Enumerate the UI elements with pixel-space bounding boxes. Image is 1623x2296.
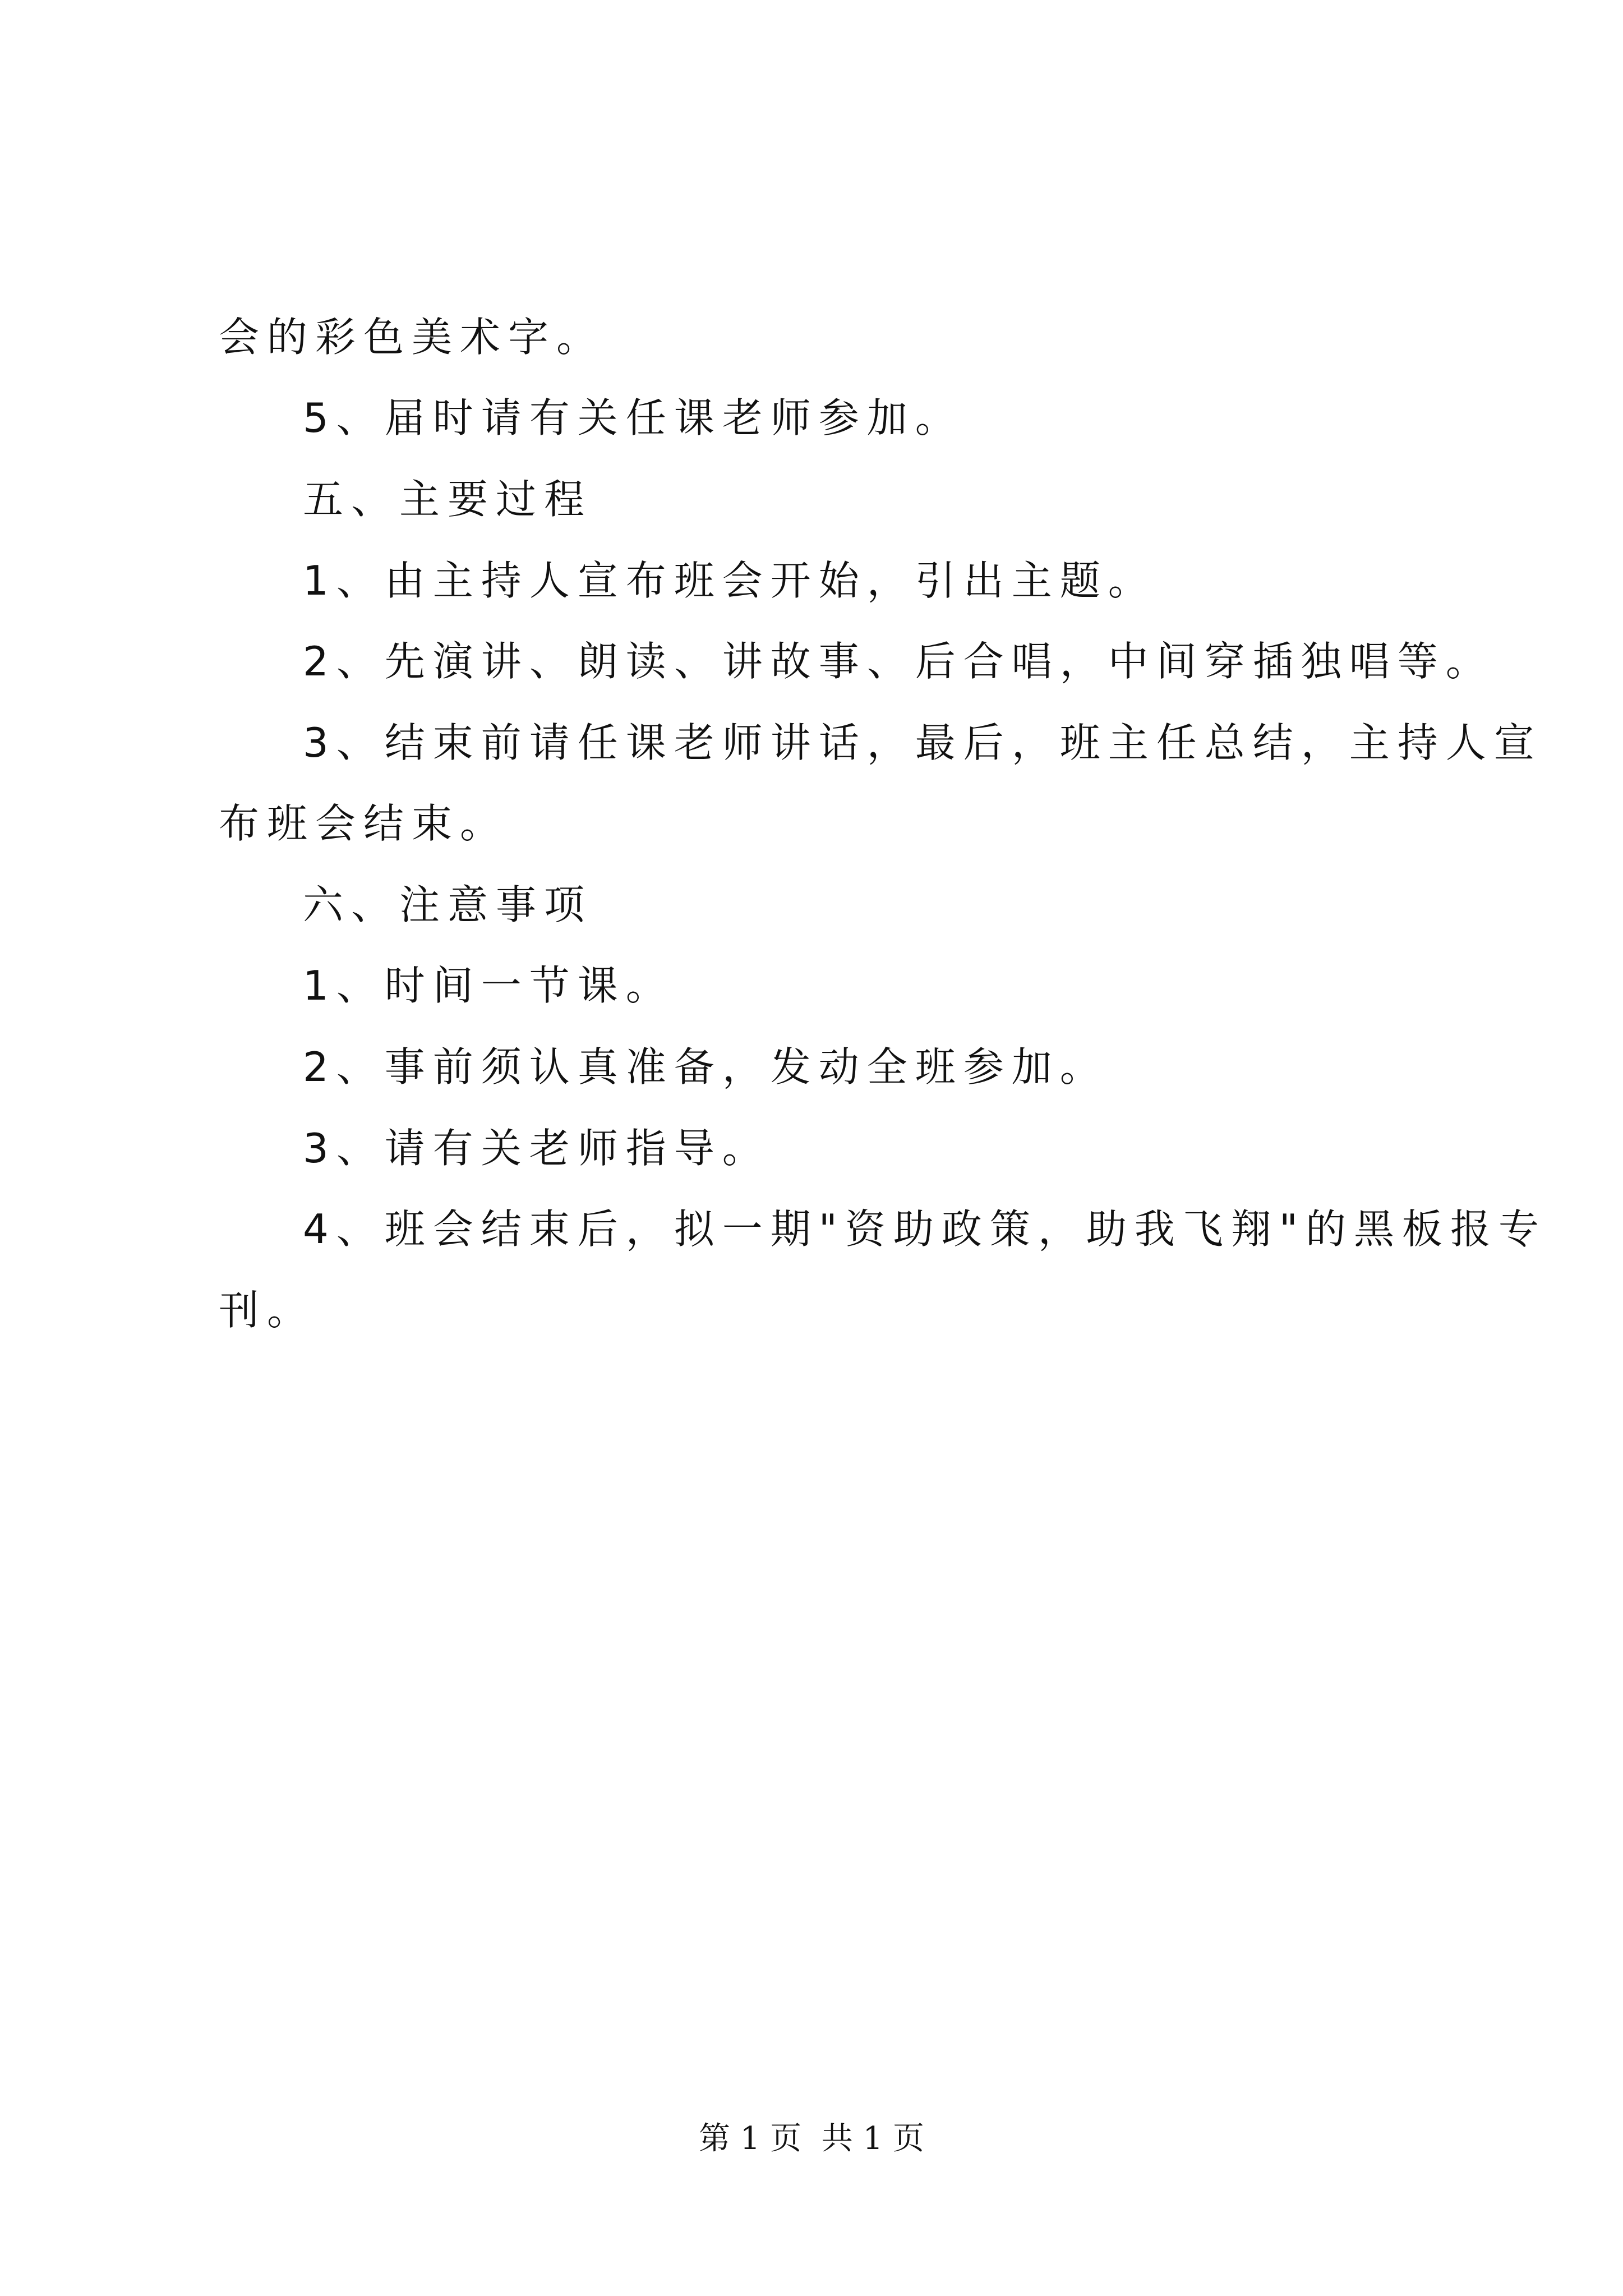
paragraph-line: 2、事前须认真准备，发动全班参加。 (303, 1043, 1108, 1091)
section-heading: 六、注意事项 (303, 881, 593, 928)
paragraph-line: 刊。 (219, 1287, 316, 1334)
paragraph-line: 4、班会结束后，拟一期"资助政策，助我飞翔"的黑板报专 (303, 1205, 1547, 1253)
paragraph-line: 3、结束前请任课老师讲话，最后，班主任总结，主持人宣 (303, 719, 1542, 766)
paragraph-line: 3、请有关老师指导。 (303, 1125, 771, 1172)
paragraph-line: 1、由主持人宣布班会开始，引出主题。 (303, 557, 1156, 604)
section-heading: 五、主要过程 (303, 476, 593, 523)
page-footer (0, 2119, 1623, 2159)
page-number-label: 第 1 页 共 1 页 (698, 2120, 925, 2157)
paragraph-line: 2、先演讲、朗读、讲故事、后合唱，中间穿插独唱等。 (303, 638, 1494, 685)
paragraph-line: 会的彩色美术字。 (219, 314, 605, 361)
paragraph-line: 1、时间一节课。 (303, 962, 674, 1009)
paragraph-line: 5、届时请有关任课老师参加。 (303, 394, 963, 441)
paragraph-line: 布班会结束。 (219, 800, 509, 847)
